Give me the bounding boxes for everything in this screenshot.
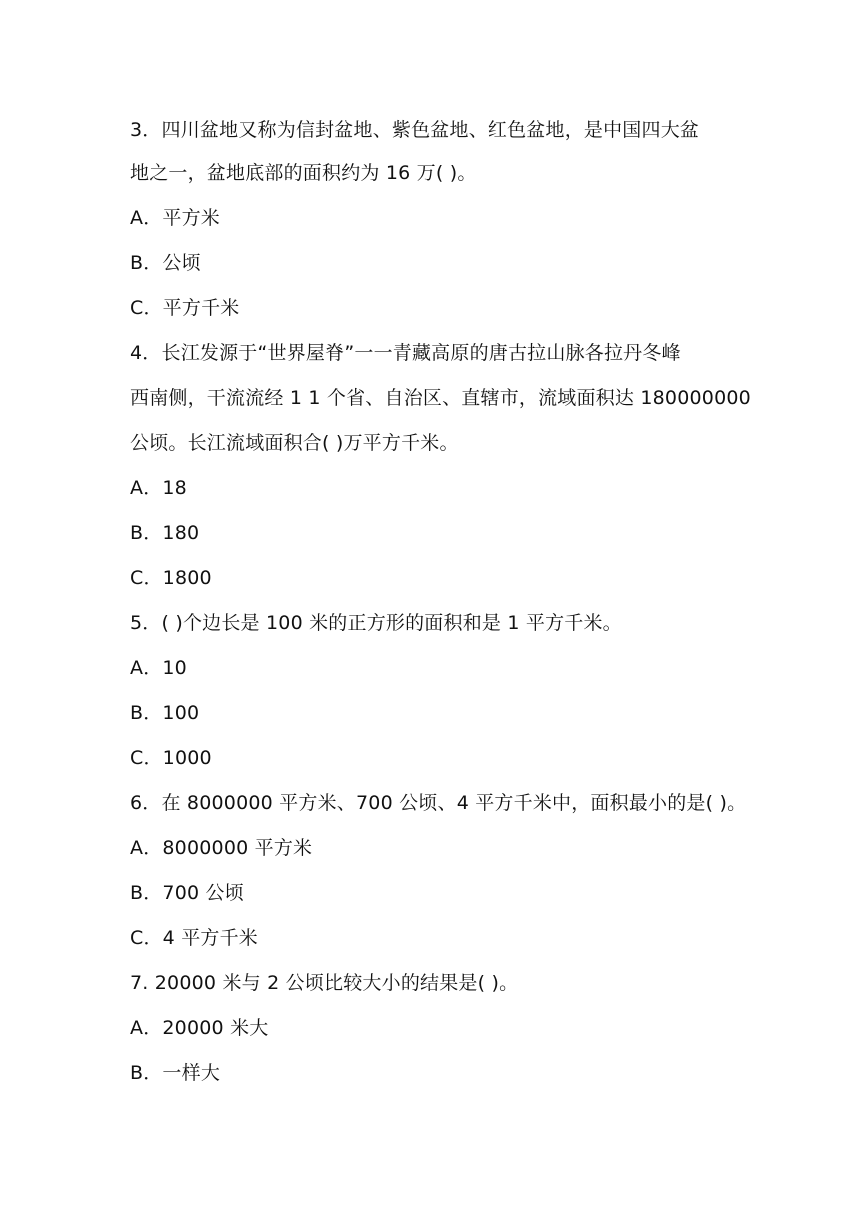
question-4-line-3: 公顷。长江流域面积合( )万平方千米。 (130, 432, 459, 454)
question-5-option-c: C．1000 (130, 747, 212, 769)
question-5-line-1: 5．( )个边长是 100 米的正方形的面积和是 1 平方千米。 (130, 612, 622, 634)
question-4-option-a: A．18 (130, 477, 187, 499)
question-4-option-b: B．180 (130, 522, 200, 544)
question-6-option-c: C．4 平方千米 (130, 927, 258, 949)
question-7-line-1: 7. 20000 米与 2 公顷比较大小的结果是( )。 (130, 972, 519, 994)
question-7-option-b: B．一样大 (130, 1062, 221, 1084)
question-5-option-a: A．10 (130, 657, 187, 679)
question-5-option-b: B．100 (130, 702, 200, 724)
question-4-line-1: 4．长江发源于“世界屋脊”一一青藏高原的唐古拉山脉各拉丹冬峰 (130, 342, 681, 364)
question-3-option-a: A．平方米 (130, 207, 220, 229)
question-6-option-b: B．700 公顷 (130, 882, 244, 904)
question-3-line-1: 3．四川盆地又称为信封盆地、紫色盆地、红色盆地，是中国四大盆 (130, 119, 700, 141)
question-3-line-2: 地之一，盆地底部的面积约为 16 万( )。 (130, 162, 477, 184)
question-4-line-2: 西南侧，干流流经 1 1 个省、自治区、直辖市，流域面积达 180000000 (130, 387, 751, 409)
question-4-option-c: C．1800 (130, 567, 212, 589)
question-6-option-a: A．8000000 平方米 (130, 837, 313, 859)
question-3-option-b: B．公顷 (130, 252, 201, 274)
question-7-option-a: A．20000 米大 (130, 1017, 269, 1039)
question-6-line-1: 6．在 8000000 平方米、700 公顷、4 平方千米中，面积最小的是( )。 (130, 792, 747, 814)
question-3-option-c: C．平方千米 (130, 297, 240, 319)
